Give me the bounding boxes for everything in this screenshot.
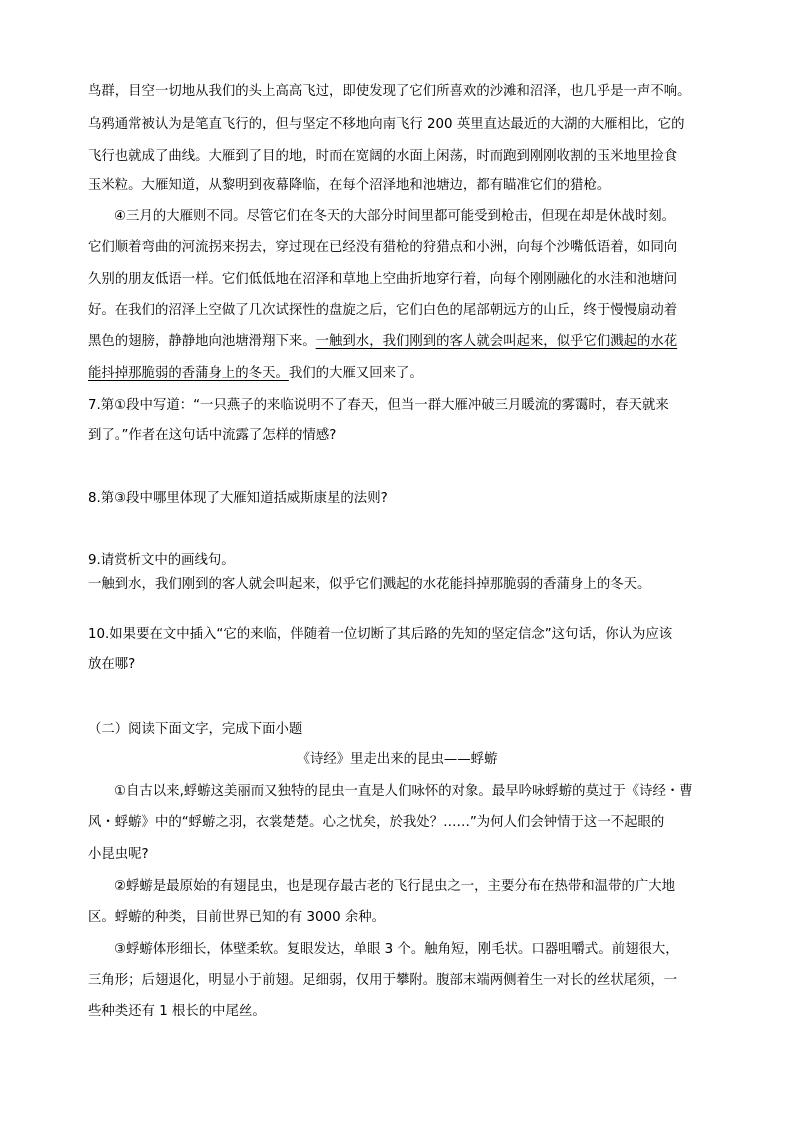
paragraph-3-line-1: 鸟群，目空一切地从我们的头上高高飞过，即使发现了它们所喜欢的沙滩和沼泽，也几乎是一声不响。 — [88, 84, 691, 99]
section-2-heading: （二）阅读下面文字，完成下面小题 — [88, 722, 303, 737]
paragraph-3-line-4: 玉米粒。大雁知道，从黎明到夜幕降临，在每个沼泽地和池塘边，都有瞄准它们的猎枪。 — [88, 178, 611, 193]
paragraph-3-line-3: 飞行也就成了曲线。大雁到了目的地，时而在宽阔的水面上闲荡，时而跑到刚刚收割的玉米地里捡食 — [88, 149, 678, 164]
paragraph-4-line-1: ④三月的大雁则不同。尽管它们在冬天的大部分时间里都可能受到枪击，但现在却是休战时刻。 — [114, 209, 676, 224]
underlined-sentence-end: 能抖掉那脆弱的香蒲身上的冬天。 — [88, 366, 289, 381]
paragraph-3-line-2: 乌鸦通常被认为是笔直飞行的，但与坚定不移地向南飞行 200 英里直达最近的大湖的大雁相比，它的 — [88, 117, 685, 132]
underlined-sentence: 一触到水，我们刚到的客人就会叫起来，似乎它们溅起的水花 — [315, 334, 678, 349]
question-10-line-2: 放在哪? — [88, 657, 136, 672]
article-paragraph-1-line-3: 小昆虫呢? — [88, 847, 149, 862]
article-paragraph-3-line-3: 些种类还有 1 根长的中尾丝。 — [88, 1004, 266, 1019]
paragraph-4-line-6 — [88, 366, 423, 382]
article-paragraph-2-line-1: ②蜉蝣是最原始的有翅昆虫，也是现存最古老的飞行昆虫之一，主要分布在热带和温带的广大地 — [114, 879, 676, 894]
article-paragraph-1-line-1: ①自古以来,蜉蝣这美丽而又独特的昆虫一直是人们咏怀的对象。最早吟咏蜉蝣的莫过于《诗经・曹 — [114, 784, 693, 799]
paragraph-4-line-5 — [88, 334, 677, 350]
question-7-line-1: 7.第①段中写道：“一只燕子的来临说明不了春天，但当一群大雁冲破三月暖流的雾霭时，春天就来 — [88, 398, 669, 413]
article-paragraph-2-line-2: 区。蜉蝣的种类，目前世界已知的有 3000 余种。 — [88, 910, 386, 925]
question-8: 8.第③段中哪里体现了大雁知道括威斯康星的法则? — [88, 491, 388, 506]
paragraph-4-line-2: 它们顺着弯曲的河流拐来拐去，穿过现在已经没有猎枪的狩猎点和小洲，向每个沙嘴低语着，如同向 — [88, 240, 678, 255]
question-10-line-1: 10.如果要在文中插入“它的来临，伴随着一位切断了其后路的先知的坚定信念”这句话，你认为应该 — [88, 627, 673, 642]
plain-text: 我们的大雁又回来了。 — [288, 366, 423, 381]
question-9-line-2: 一触到水，我们刚到的客人就会叫起来，似乎它们溅起的水花能抖掉那脆弱的香蒲身上的冬天。 — [88, 577, 651, 592]
question-7-line-2: 到了。”作者在这句话中流露了怎样的情感? — [88, 428, 337, 443]
paragraph-4-line-4: 好。在我们的沼泽上空做了几次试探性的盘旋之后，它们白色的尾部朝远方的山丘，终于慢慢扇动着 — [88, 303, 678, 318]
article-title: 《诗经》里走出来的昆虫——蜉蝣 — [296, 752, 498, 767]
plain-text: 黑色的翅膀，静静地向池塘滑翔下来。 — [88, 334, 316, 349]
article-paragraph-3-line-1: ③蜉蝣体形细长，体壁柔软。复眼发达，单眼 3 个。触角短，刚毛状。口器咀嚼式。前翅很大， — [114, 942, 679, 957]
article-paragraph-1-line-2: 风・蜉蝣》中的“蜉蝣之羽，衣裳楚楚。心之忧矣，於我处？……”为何人们会钟情于这一不起眼的 — [88, 815, 665, 830]
question-9-line-1: 9.请赏析文中的画线句。 — [88, 553, 235, 568]
article-paragraph-3-line-2: 三角形；后翅退化，明显小于前翅。足细弱，仅用于攀附。腹部末端两侧着生一对长的丝状尾须，一 — [88, 973, 678, 988]
paragraph-4-line-3: 久别的朋友低语一样。它们低低地在沼泽和草地上空曲折地穿行着，向每个刚刚融化的水洼和池塘问 — [88, 272, 678, 287]
